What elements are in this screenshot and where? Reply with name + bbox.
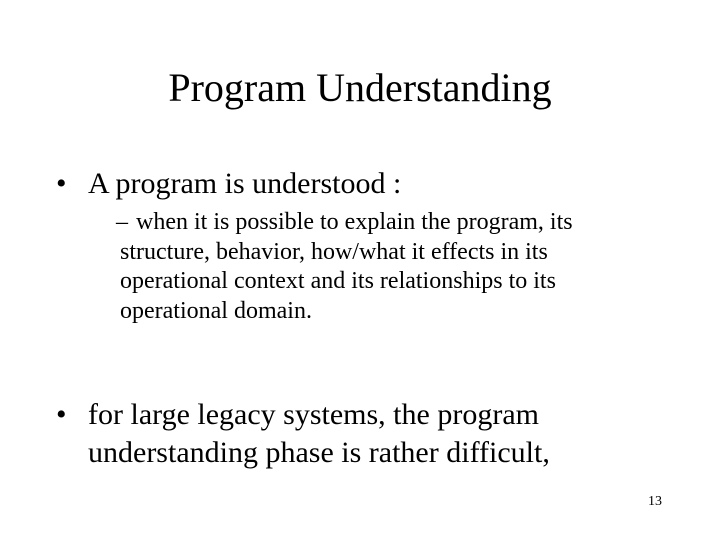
bullet-marker: • (56, 167, 67, 200)
slide-title: Program Understanding (168, 65, 552, 110)
sub-bullet-text (116, 208, 656, 326)
sub-bullet-item-1 (116, 208, 656, 326)
bullet-item-1 (56, 165, 656, 203)
page-number: 13 (648, 494, 662, 509)
sub-bullet-content: when it is possible to explain the program, its structure, behavior, how/what it effects in its operational context and its relationships to its operational domain. (120, 209, 573, 324)
bullet-item-2 (56, 396, 656, 472)
bullet-marker: • (56, 398, 67, 431)
bullet-text: A program is understood : (88, 167, 402, 200)
sub-bullet-marker: – (116, 209, 128, 235)
bullet-text: for large legacy systems, the program understanding phase is rather difficult, (88, 398, 550, 469)
